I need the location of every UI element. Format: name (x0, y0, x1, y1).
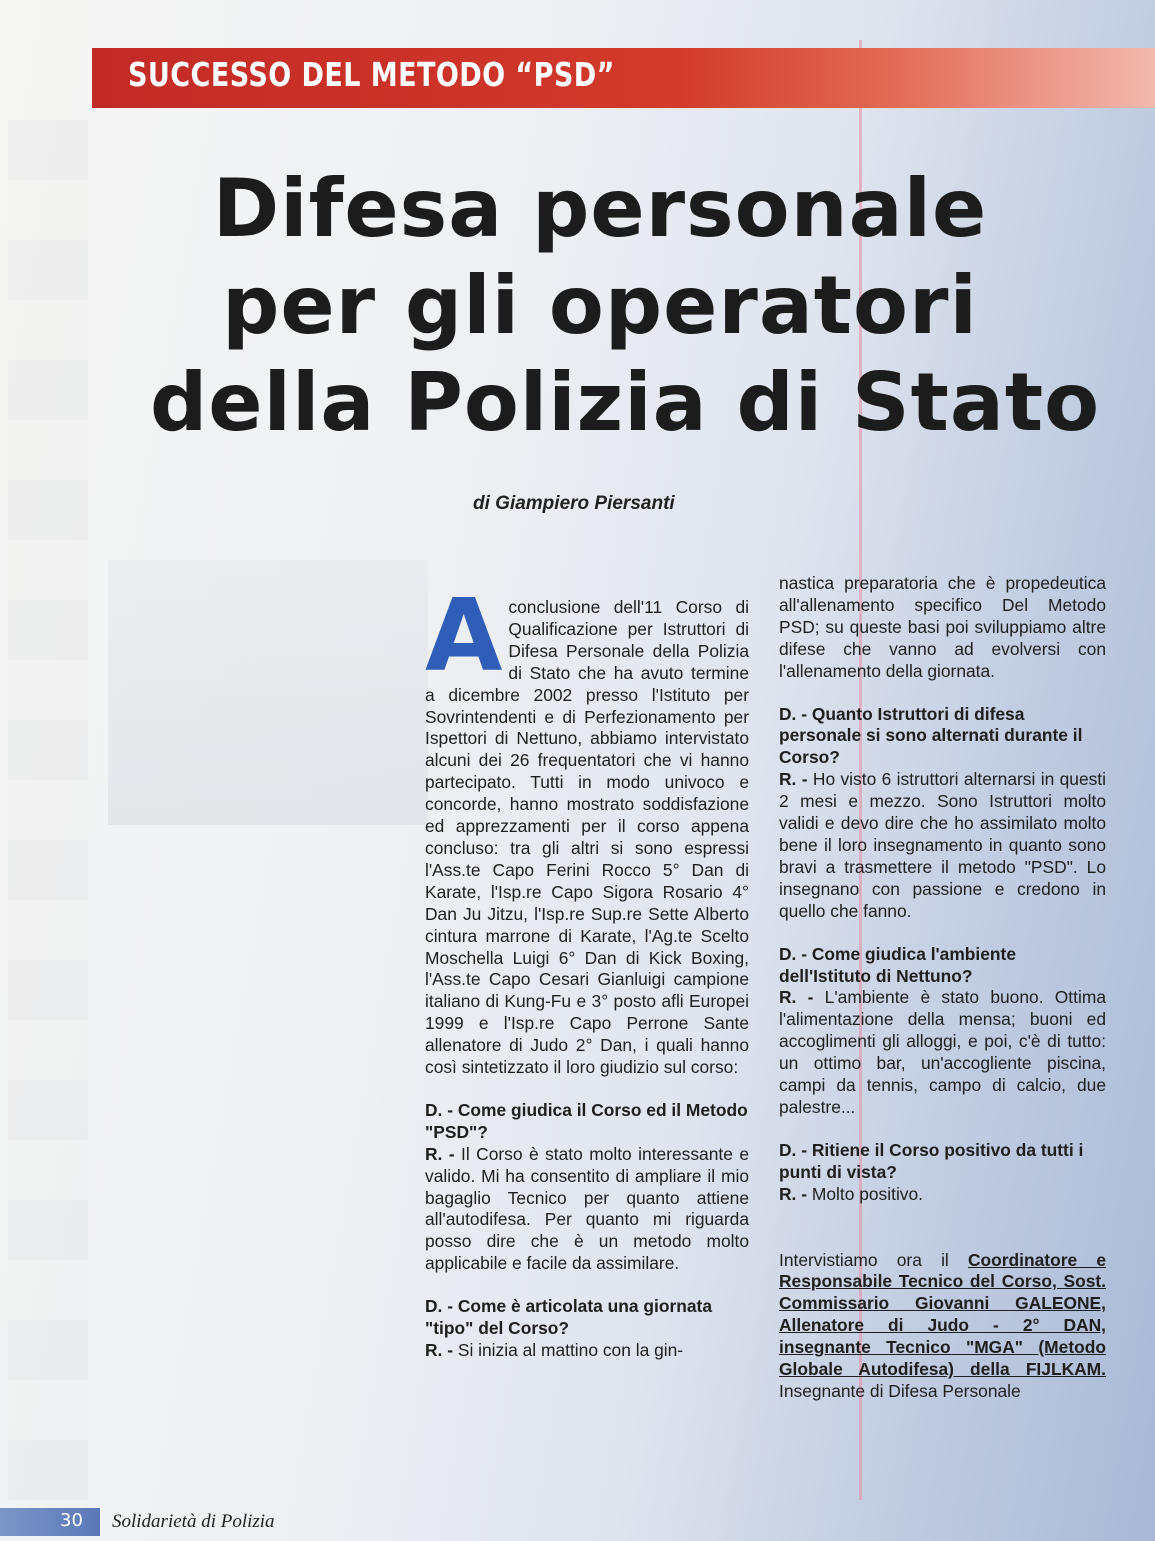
answer-3-text: Ho visto 6 istruttori alternarsi in questi 2 mesi e mezzo. Sono Istruttori molto validi e devo dire che ho assimilato molto bene il loro insegnamento in quanto sono bravi a trasmettere il metodo "PSD". Lo insegnano con passione e credono in quello che fanno. (779, 769, 1107, 921)
answer-5 (779, 1184, 1106, 1206)
question-4: D. - Come giudica l'ambiente dell'Istituto di Nettuno? (779, 943, 1017, 986)
magazine-name: Solidarietà di Polizia (112, 1511, 275, 1532)
answer-5-text: Molto positivo. (807, 1183, 924, 1204)
headline (150, 160, 1101, 451)
lead-paragraph (425, 577, 749, 1079)
question-1: D. - Come giudica il Corso ed il Metodo "PSD"? (425, 1099, 748, 1142)
continued-paragraph: nastica preparatoria che è propedeutica all'allenamento specifico Del Metodo PSD; su queste basi poi sviluppiamo altre difese che vanno ad evolversi con l'allenamento della giornata. (779, 573, 1106, 681)
question-3: D. - Quanto Istruttori di difesa personale si sono alternati durante il Corso? (779, 703, 1083, 768)
answer-4-text: L'ambiente è stato buono. Ottima l'alimentazione della mensa; buoni ed accoglimenti gli alloggi, e poi, c'è di tutto: un ottimo bar, un'accogliente piscina, campi da tennis, campo di calcio, due palestre... (779, 987, 1106, 1117)
answer-label: R. - (779, 987, 814, 1008)
answer-3 (779, 769, 1106, 922)
headline-line-3: della Polizia di Stato (150, 356, 1101, 449)
byline: di Giampiero Piersanti (473, 493, 675, 514)
answer-label: R. - (425, 1340, 454, 1360)
question-2: D. - Come è articolata una giornata "tipo" del Corso? (425, 1296, 713, 1339)
intro-highlight: Coordinatore e Responsabile Tecnico del Corso, Sost. Commissario Giovanni GALEONE, Allenatore di Judo - 2° DAN, insegnante Tecnico "MGA" (Metodo Globale Autodifesa) della FIJLKAM. (779, 1249, 1106, 1380)
answer-4 (779, 987, 1106, 1118)
drop-cap: A (425, 577, 503, 694)
headline-line-1: Difesa personale (212, 162, 988, 255)
page-number: 30 (60, 1510, 83, 1531)
answer-label: R. - (779, 769, 808, 790)
left-watermark (8, 120, 88, 1500)
coordinator-intro (779, 1250, 1106, 1403)
answer-2 (425, 1340, 749, 1362)
intro-lead: Intervistiamo ora il (779, 1249, 968, 1270)
answer-label: R. - (779, 1183, 808, 1204)
lead-text: conclusione dell'11 Corso di Qualificazione per Istruttori di Difesa Personale della Polizia di Stato che ha avuto termine a dicembre 2002 presso l'Istituto per Sovrintendenti e di Perfezionamento per Ispettori di Nettuno, abbiamo intervistato alcuni dei 26 frequentatori che vi hanno partecipato. Tutti in modo univoco e concorde, hanno mostrato soddisfazione ed apprezzamenti per il corso appena concluso: tra gli altri si sono espressi l'Ass.te Capo Ferini Rocco 5° Dan di Karate, l'Isp.re Capo Sigora Rosario 4° Dan Ju Jitzu, l'Isp.re Sup.re Sette Alberto cintura marrone di Karate, l'Ag.te Scelto Moschella Luigi 6° Dan di Kick Boxing, l'Ass.te Capo Cesari Gianluigi campione italiano di Kung-Fu e 3° posto afli Europei 1999 e l'Isp.re Capo Perrone Sante allenatore di Judo 2° Dan, i quali hanno così sintetizzato il loro giudizio sul corso: (425, 597, 749, 1078)
article-column-1 (425, 577, 749, 1362)
background-photo (108, 560, 428, 825)
question-5: D. - Ritiene il Corso positivo da tutti i punti di vista? (779, 1139, 1084, 1182)
answer-1 (425, 1144, 749, 1275)
kicker-text: SUCCESSO DEL METODO “PSD” (128, 55, 615, 94)
answer-label: R. - (425, 1143, 455, 1164)
answer-1-text: Il Corso è stato molto interessante e valido. Mi ha consentito di ampliare il mio bagaglio Tecnico per quanto attiene all'autodifesa. Per quanto mi riguarda posso dire che è un metodo molto applicabile e facile da assimilare. (425, 1143, 749, 1274)
article-column-2 (779, 573, 1106, 1403)
headline-line-2: per gli operatori (222, 259, 978, 352)
page-number-bar (0, 1508, 100, 1536)
intro-tail: Insegnante di Difesa Personale (779, 1381, 1021, 1401)
answer-2-text: Si inizia al mattino con la gin- (453, 1340, 684, 1360)
